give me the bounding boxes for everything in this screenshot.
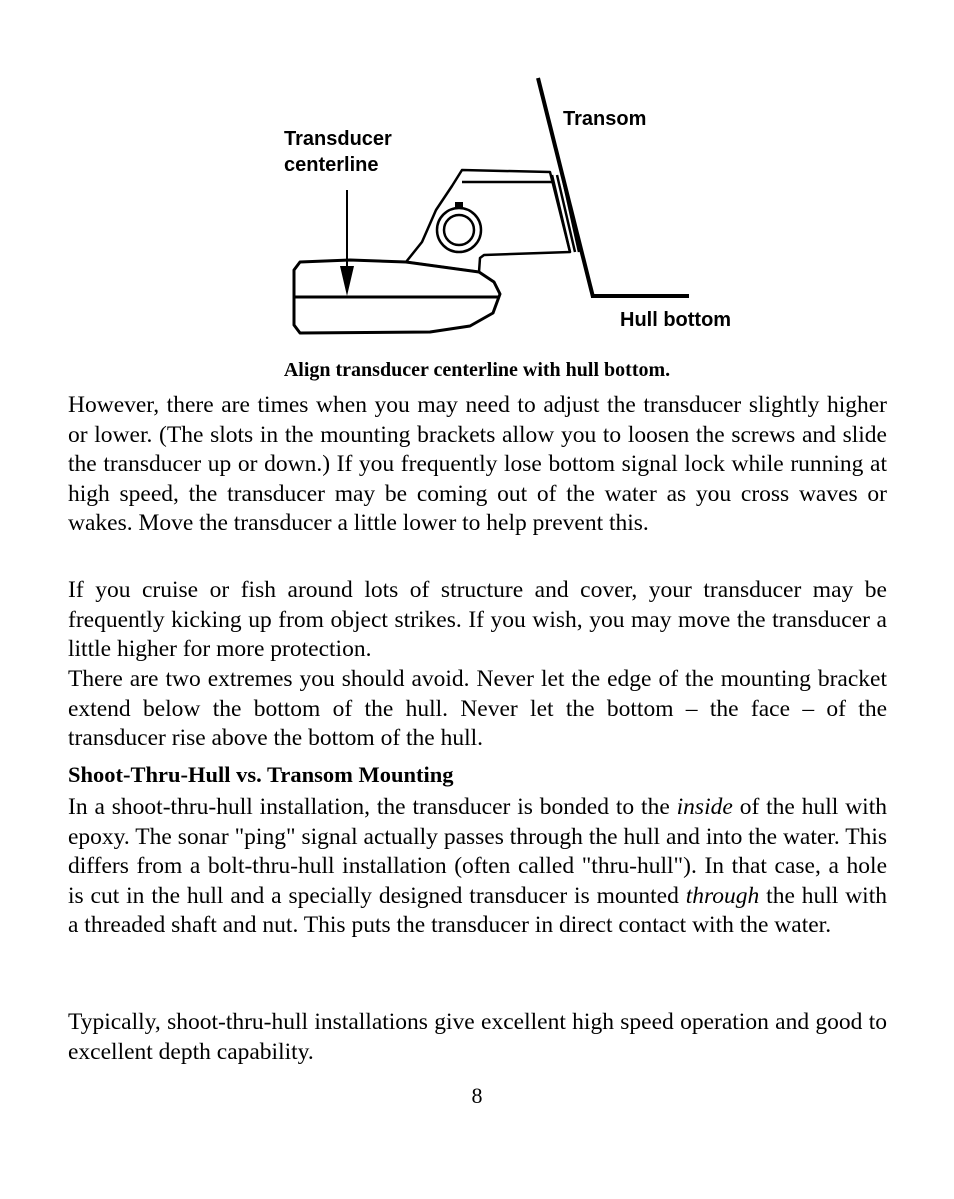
paragraph-adjust-height: However, there are times when you may need to adjust the transducer slightly higher or lower. (The slots in the mounting brackets allow you to loosen the screws and slide the transducer up or down.) If you frequently lose bottom signal lock while running at high speed, the transducer may be coming out of the water as you cross waves or wakes. Move the transducer a little lower to help prevent this. bbox=[68, 392, 887, 536]
label-transom: Transom bbox=[563, 108, 647, 130]
mounting-bracket bbox=[406, 170, 579, 272]
label-transducer-centerline: Transducer centerline bbox=[284, 128, 392, 176]
transducer-body bbox=[294, 260, 500, 333]
transducer-alignment-figure bbox=[0, 0, 954, 350]
label-hull-bottom: Hull bottom bbox=[620, 309, 732, 331]
figure-caption: Align transducer centerline with hull bottom. bbox=[283, 359, 671, 381]
paragraph-shoot-thru-hull: In a shoot-thru-hull installation, the transducer is bonded to the inside of the hull with epoxy. The sonar "ping" signal actually passes through the hull and into the water. This differs from a bolt-thru-hull installation (often called "thru-hull"). In that case, a hole is cut in the hull and a specially designed transducer is mounted through the hull with a threaded shaft and nut. This puts the transducer in direct contact with the water. bbox=[68, 794, 887, 938]
transducer-diagram bbox=[0, 0, 954, 350]
section-heading: Shoot-Thru-Hull vs. Transom Mounting bbox=[68, 762, 454, 787]
paragraph-two-extremes: There are two extremes you should avoid. Never let the edge of the mounting bracket extend below the bottom of the hull. Never let the bottom – the face – of the transducer rise above the bottom of the hull. bbox=[68, 666, 887, 751]
page-number: 8 bbox=[471, 1083, 483, 1108]
paragraph-typical-performance: Typically, shoot-thru-hull installations give excellent high speed operation and good to excellent depth capability. bbox=[68, 1009, 887, 1065]
paragraph-structure-cover: If you cruise or fish around lots of structure and cover, your transducer may be frequently kicking up from object strikes. If you wish, you may move the transducer a little higher for more protection. bbox=[68, 577, 887, 662]
